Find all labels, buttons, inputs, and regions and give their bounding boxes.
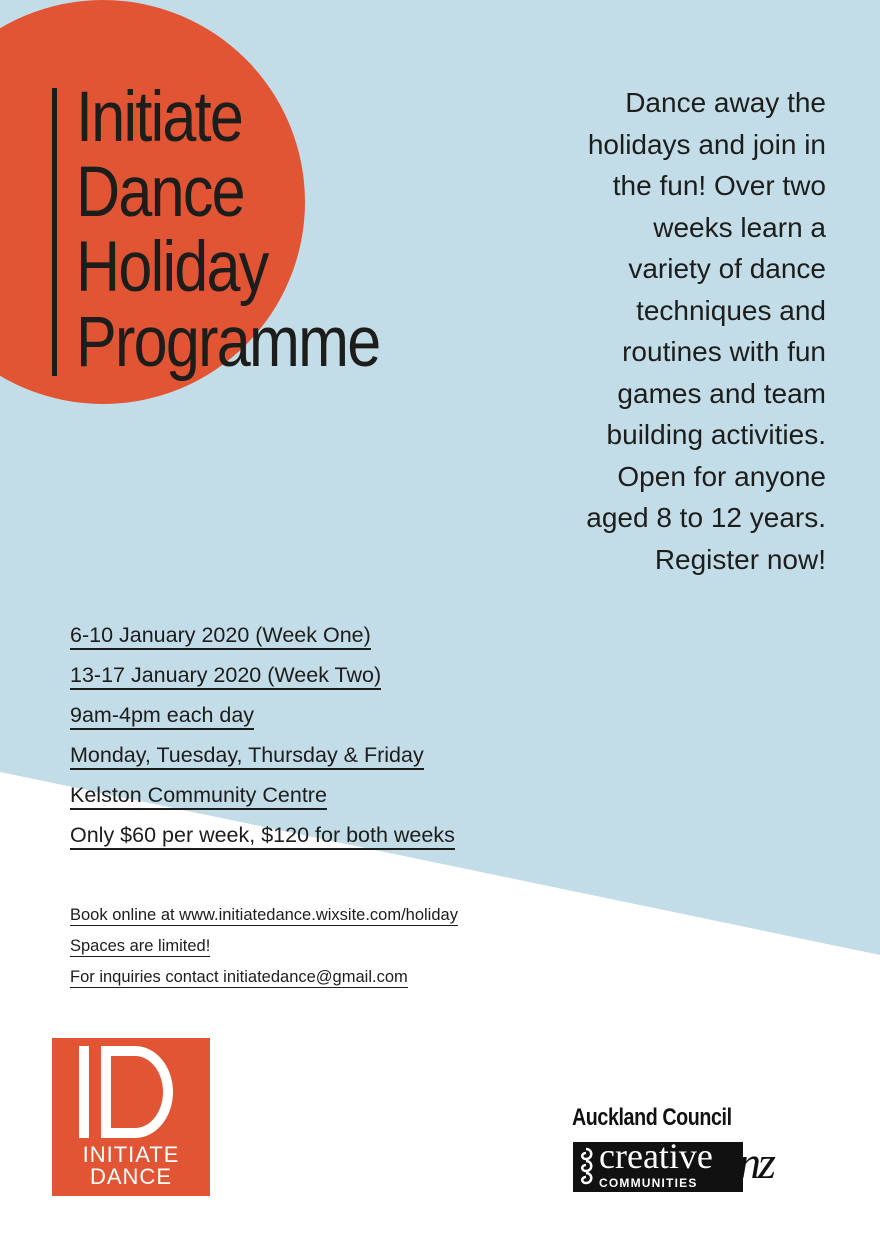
intro-line: Dance away the <box>625 87 826 118</box>
detail-week-two <box>70 655 455 695</box>
id-letter-i <box>79 1046 89 1138</box>
headline <box>76 80 379 380</box>
detail-text: Monday, Tuesday, Thursday & Friday <box>70 743 424 770</box>
detail-text: Kelston Community Centre <box>70 783 327 810</box>
booking-link[interactable]: Book online at www.initiatedance.wixsite.com/holiday <box>70 906 458 924</box>
creative-wordmark: creative <box>599 1136 713 1176</box>
detail-text: 6-10 January 2020 (Week One) <box>70 623 371 650</box>
auckland-council-wordmark: Auckland Council <box>572 1104 732 1131</box>
detail-text: 9am-4pm each day <box>70 703 254 730</box>
id-monogram-icon <box>79 1046 183 1142</box>
intro-line: weeks learn a <box>653 211 826 243</box>
intro-line: the fun! Over two <box>612 170 826 201</box>
headline-line: Holiday <box>76 228 268 307</box>
detail-text: Only $60 per week, $120 for both weeks <box>70 823 455 850</box>
detail-text: 13-17 January 2020 (Week Two) <box>70 663 381 690</box>
inquiry-email-line[interactable] <box>70 962 458 993</box>
intro-line: aged 8 to 12 years. <box>586 502 826 533</box>
intro-line: holidays and join in <box>587 128 826 160</box>
detail-price <box>70 815 455 855</box>
intro-line: variety of dance <box>628 253 826 284</box>
intro-line: Register now! <box>654 543 826 575</box>
intro-line: building activities. <box>606 419 826 450</box>
koru-icon <box>577 1147 595 1187</box>
event-details <box>70 615 455 855</box>
initiate-dance-logo <box>52 1038 210 1196</box>
booking-link-line[interactable] <box>70 900 458 931</box>
communities-wordmark: COMMUNITIES <box>599 1176 698 1190</box>
spaces-note: Spaces are limited! <box>70 937 211 955</box>
detail-venue <box>70 775 455 815</box>
headline-line: Dance <box>76 153 244 232</box>
detail-hours <box>70 695 455 735</box>
nz-wordmark: nz <box>738 1137 773 1188</box>
intro-line: Open for anyone <box>617 460 826 492</box>
detail-week-one <box>70 615 455 655</box>
intro-line: routines with fun <box>622 336 826 367</box>
detail-days <box>70 735 455 775</box>
booking-info <box>70 900 458 993</box>
intro-paragraph <box>466 82 826 580</box>
logo-text-initiate: INITIATE <box>82 1142 180 1167</box>
headline-line: Programme <box>76 303 380 382</box>
creative-communities-logo <box>573 1136 743 1192</box>
title-accent-bar <box>52 88 57 376</box>
id-letter-d <box>101 1046 173 1138</box>
headline-line: Initiate <box>76 78 243 157</box>
intro-line: games and team <box>617 377 826 409</box>
spaces-note-line <box>70 931 458 962</box>
intro-line: techniques and <box>636 294 826 326</box>
inquiry-email[interactable]: For inquiries contact initiatedance@gmail.com <box>70 968 408 986</box>
logo-text-dance: DANCE <box>89 1164 172 1189</box>
